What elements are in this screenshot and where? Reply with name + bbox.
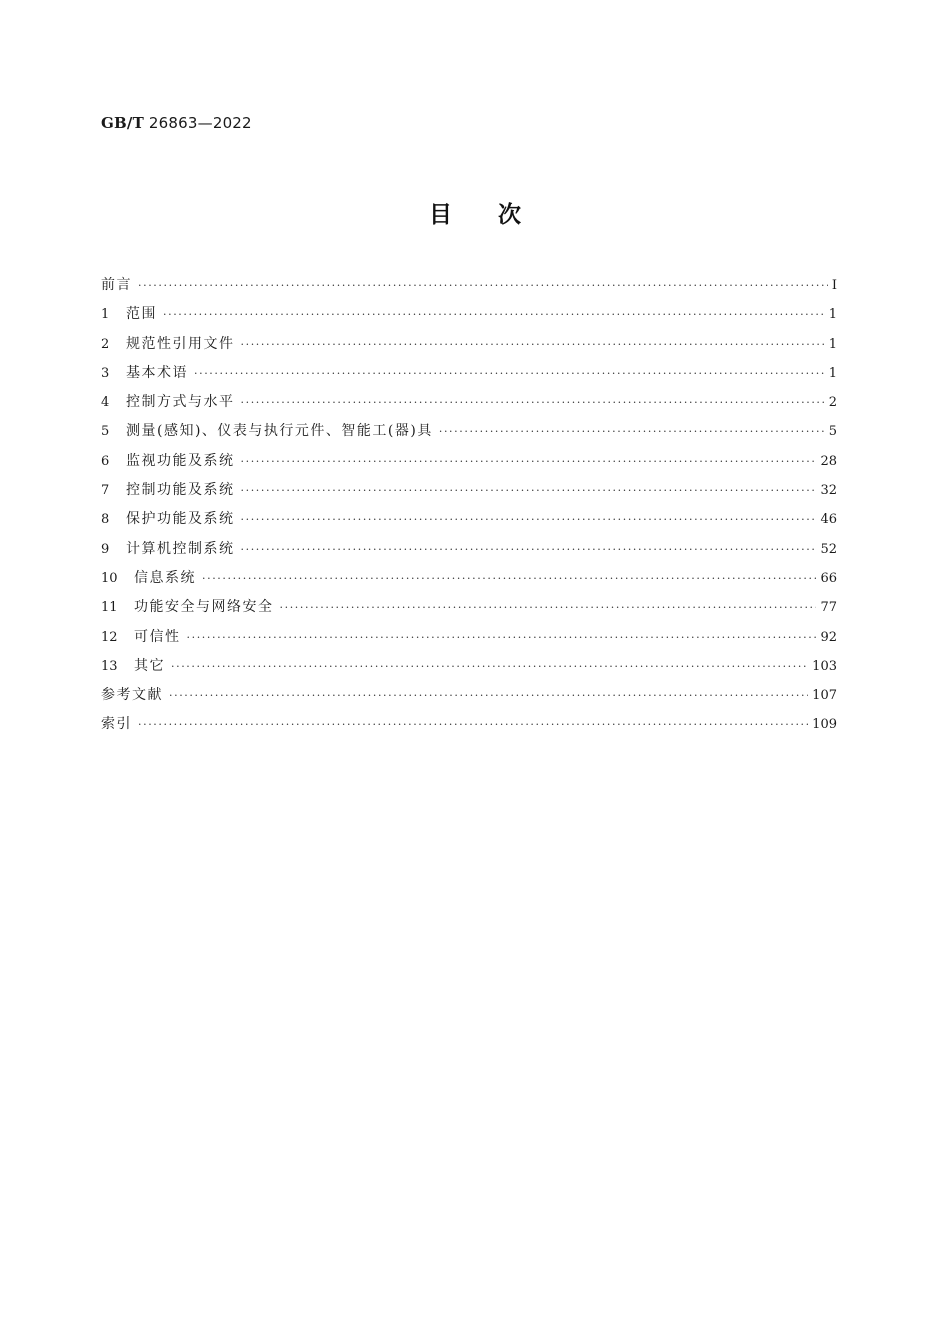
toc-title: 目次 [429,202,567,228]
toc-entry-number: 6 [101,453,110,469]
toc-leader-dots [202,564,816,593]
toc-entry-label: 控制功能及系统 [126,482,235,499]
toc-entry-label: 参考文献 [101,687,163,704]
toc-entry-label: 索引 [101,716,132,733]
toc-leader-dots [280,593,817,622]
toc-leader-dots [169,681,808,710]
toc-entry-page: 1 [828,365,837,381]
toc-entry-label: 监视功能及系统 [126,452,235,469]
toc-entry[interactable] [101,652,837,681]
toc-entry-number: 12 [101,629,118,645]
toc-entry[interactable] [101,417,837,446]
toc-entry[interactable] [101,593,837,622]
toc-entry[interactable] [101,271,837,300]
toc-entry[interactable] [101,359,837,388]
toc-entry-label: 规范性引用文件 [126,335,235,352]
toc-entry-page: 107 [812,688,837,704]
toc-entry-page: 2 [828,395,837,411]
toc-entry-number: 10 [101,570,118,586]
toc-entry-label: 计算机控制系统 [126,540,235,557]
toc-entry-page: 103 [812,658,837,674]
toc-entry[interactable] [101,388,837,417]
toc-entry-page: 1 [828,307,837,323]
toc-entry[interactable] [101,330,837,359]
toc-entry[interactable] [101,300,837,329]
toc-leader-dots [241,447,817,476]
toc-entry-number: 5 [101,424,110,440]
standard-number: 26863—2022 [148,114,252,132]
toc-entry-label: 基本术语 [126,364,188,381]
toc-leader-dots [138,710,808,739]
toc-entry-page: 1 [828,336,837,352]
toc-entry-page: 28 [820,453,837,469]
toc-entry-page: 32 [820,483,837,499]
toc-entry-label: 前言 [101,277,132,293]
toc-leader-dots [187,623,817,652]
toc-entry[interactable] [101,535,837,564]
toc-entry-label: 功能安全与网络安全 [134,599,274,616]
toc-leader-dots [138,271,828,300]
toc-leader-dots [241,535,817,564]
toc-leader-dots [194,359,825,388]
toc-leader-dots [241,330,825,359]
toc-entry-number: 8 [101,512,110,528]
toc-entry-label: 测量(感知)、仪表与执行元件、智能工(器)具 [126,423,433,440]
toc-entry-page: 46 [820,512,837,528]
toc-entry[interactable] [101,681,837,710]
toc-entry-page: 92 [820,629,837,645]
toc-entry-label: 其它 [134,657,165,674]
toc-entry-page: Ⅰ [831,278,837,293]
toc-entry-number: 2 [101,336,110,352]
toc-entry[interactable] [101,505,837,534]
toc-leader-dots [241,476,817,505]
toc-entry-page: 109 [812,717,837,733]
standard-code [101,114,252,132]
toc-entry-label: 控制方式与水平 [126,394,235,411]
toc-entry[interactable] [101,476,837,505]
toc-entry-number: 11 [101,600,118,616]
toc-entry-page: 66 [820,570,837,586]
toc-entry-number: 13 [101,658,118,674]
toc-entry[interactable] [101,710,837,739]
toc-entry-label: 可信性 [134,628,181,645]
toc-entry-page: 77 [820,600,837,616]
toc-entry-label: 保护功能及系统 [126,511,235,528]
toc-leader-dots [241,505,817,534]
table-of-contents [101,271,837,740]
toc-entry[interactable] [101,564,837,593]
toc-entry-number: 9 [101,541,110,557]
toc-leader-dots [439,417,825,446]
toc-entry-label: 信息系统 [134,569,196,586]
toc-entry-number: 7 [101,483,110,499]
toc-entry[interactable] [101,447,837,476]
toc-entry-label: 范围 [126,306,157,323]
standard-prefix: GB/T [101,114,144,132]
toc-entry-page: 52 [820,541,837,557]
toc-leader-dots [241,388,825,417]
toc-leader-dots [171,652,808,681]
toc-entry-page: 5 [828,424,837,440]
toc-leader-dots [163,300,825,329]
toc-entry-number: 1 [101,307,110,323]
toc-entry-number: 4 [101,395,110,411]
toc-entry-number: 3 [101,365,110,381]
toc-entry[interactable] [101,623,837,652]
